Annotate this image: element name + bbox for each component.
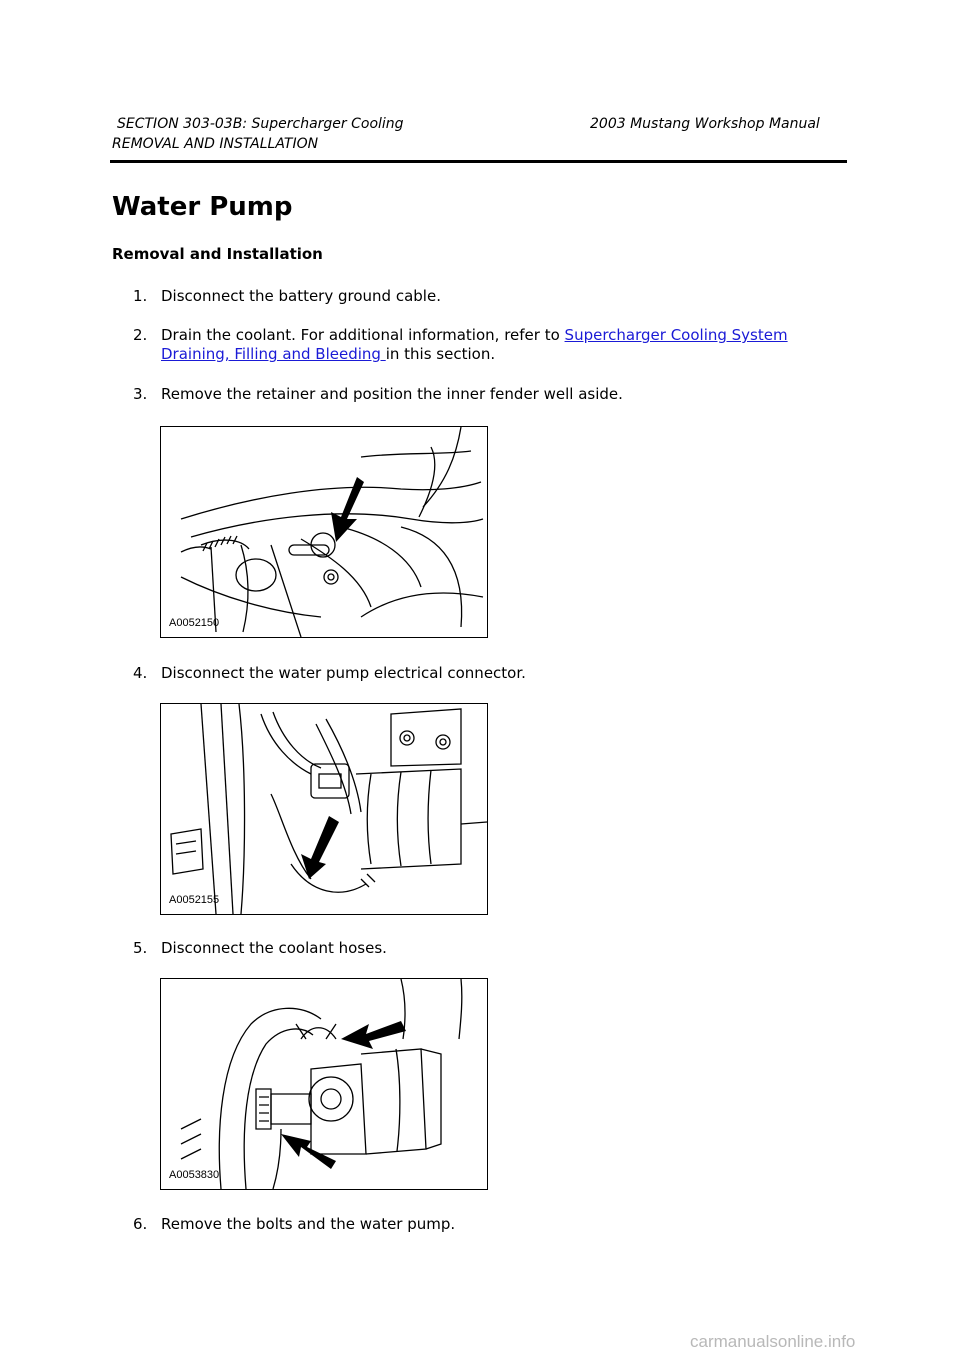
step-number: 6. [133, 1215, 148, 1233]
watermark: carmanualsonline.info [690, 1332, 856, 1351]
figure-electrical-connector [160, 703, 488, 915]
procedure-subtitle: Removal and Installation [112, 245, 323, 263]
figure-label: A0053830 [169, 1169, 220, 1181]
header-section-title: SECTION 303-03B: Supercharger Cooling [117, 116, 404, 132]
figure-label: A0052155 [169, 894, 220, 906]
step-text-before-link: Drain the coolant. For additional information, refer to [161, 326, 565, 344]
figure-retainer-fender-well [160, 426, 488, 638]
step-text: Disconnect the water pump electrical connector. [161, 664, 526, 682]
page-title: Water Pump [112, 192, 293, 222]
connector-illustration [161, 704, 487, 914]
step-text: Remove the retainer and position the inner fender well aside. [161, 385, 623, 403]
step-number: 3. [133, 385, 148, 403]
step-text-after-link: in this section. [385, 345, 496, 363]
header-rule [110, 160, 847, 163]
step-text: Remove the bolts and the water pump. [161, 1215, 456, 1233]
step-text: Disconnect the battery ground cable. [161, 287, 441, 305]
step-number: 2. [133, 326, 148, 344]
step-number: 1. [133, 287, 148, 305]
step-text [161, 326, 831, 364]
pointer-arrow-icon [301, 816, 339, 879]
figure-label: A0052150 [169, 617, 220, 629]
upper-pointer-arrow-icon [341, 1021, 406, 1049]
coolant-hose-illustration [161, 979, 487, 1189]
retainer-illustration [161, 427, 487, 637]
figure-coolant-hoses [160, 978, 488, 1190]
lower-pointer-arrow-icon [281, 1134, 336, 1169]
supercharger-cooling-draining-link[interactable]: Supercharger Cooling System Draining, Filling and Bleeding [161, 326, 788, 363]
header-subheading: REMOVAL AND INSTALLATION [112, 136, 319, 152]
step-number: 5. [133, 939, 148, 957]
step-text: Disconnect the coolant hoses. [161, 939, 387, 957]
step-number: 4. [133, 664, 148, 682]
header-manual-title: 2003 Mustang Workshop Manual [590, 116, 820, 132]
